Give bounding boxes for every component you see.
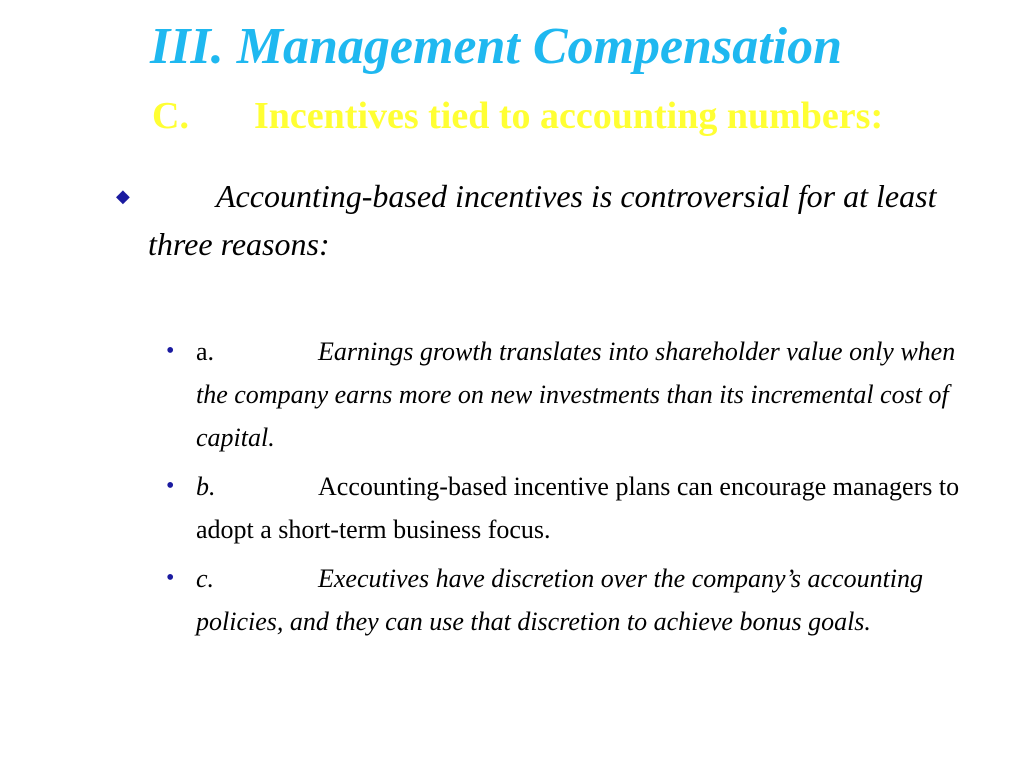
bullet-icon: • xyxy=(166,473,175,499)
subtitle-letter: C. xyxy=(152,95,189,137)
sub-point-text: Earnings growth translates into shareholder value only when the company earns more on new investments than its incremental cost of capital. xyxy=(196,337,956,452)
subtitle-text: Incentives tied to accounting numbers: xyxy=(254,95,884,137)
sub-point-b xyxy=(166,465,976,551)
bullet-icon: • xyxy=(166,338,175,364)
bullet-icon: • xyxy=(166,565,175,591)
sub-point-text: Accounting-based incentive plans can encourage managers to adopt a short-term business focus. xyxy=(196,472,960,544)
sub-point-letter: b. xyxy=(196,472,216,501)
slide-subtitle xyxy=(152,96,883,138)
sub-point-a xyxy=(166,330,976,459)
sub-point-list xyxy=(166,330,976,649)
sub-point-letter: a. xyxy=(196,337,215,366)
main-bullet-point xyxy=(116,172,968,268)
sub-point-letter: c. xyxy=(196,564,215,593)
slide-title: III. Management Compensation xyxy=(150,18,843,75)
main-point-text: Accounting-based incentives is controversial for at least three reasons: xyxy=(148,178,937,262)
diamond-bullet-icon: ◆ xyxy=(116,186,130,206)
sub-point-text: Executives have discretion over the company’s accounting policies, and they can use that discretion to achieve bonus goals. xyxy=(196,564,924,636)
sub-point-c xyxy=(166,557,976,643)
